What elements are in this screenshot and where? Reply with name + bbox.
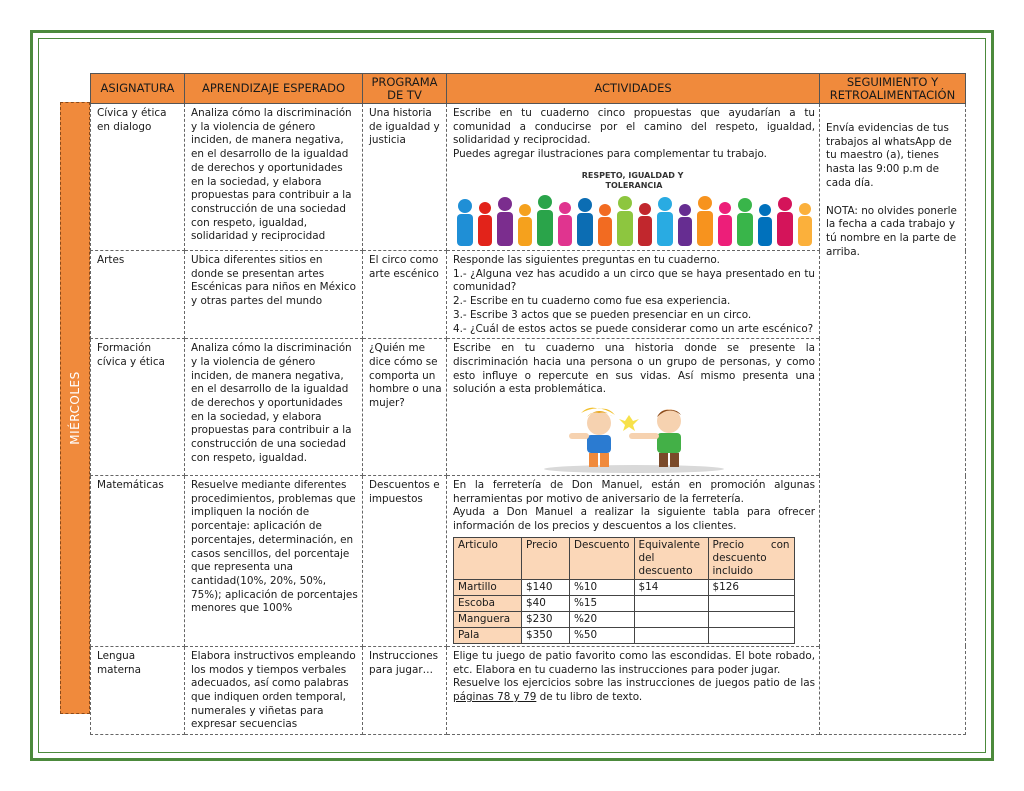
activity-text: de tu libro de texto.: [536, 690, 643, 703]
activity-line: [453, 677, 815, 704]
people-silhouettes: [457, 195, 812, 246]
price-table-header: [454, 537, 795, 579]
price-cell: Escoba: [454, 595, 522, 611]
child-right: [629, 409, 681, 467]
activity-line: Puedes agregar ilustraciones para complementar tu trabajo.: [453, 148, 767, 161]
cell-programa: Instrucciones para jugar…: [363, 646, 447, 734]
price-col-precio: Precio: [522, 537, 570, 579]
cell-programa: El circo como arte escénico: [363, 251, 447, 339]
image-caption-line-1: RESPETO, IGUALDAD Y: [581, 170, 684, 180]
cell-aprendizaje: Resuelve mediante diferentes procedimientos, problemas que impliquen la noción de porcentaje: aplicación de porcentajes, determinación, en casos sencillos, del porcentaje que representa una cantidad(10%, 20%, 50%, 75%); aplicación de porcentajes menores que 100%: [185, 476, 363, 647]
cell-programa: Descuentos e impuestos: [363, 476, 447, 647]
cell-aprendizaje: Analiza cómo la discriminación y la violencia de género inciden, de manera negativa, en el desarrollo de la igualdad de derechos y oportunidades en la sociedad, y elabora propuestas para contribuir a la construcción de una sociedad con respeto, igualdad.: [185, 339, 363, 476]
price-cell: Pala: [454, 627, 522, 643]
table-row: [91, 104, 966, 251]
activity-text: Resuelve los ejercicios sobre las instrucciones de juegos patio de las: [453, 677, 815, 690]
price-cell: %20: [570, 611, 635, 627]
price-cell: %50: [570, 627, 635, 643]
header-row: [91, 74, 966, 104]
cell-aprendizaje: Ubica diferentes sitios en donde se presentan artes Escénicas para niños en México y otras partes del mundo: [185, 251, 363, 339]
seguimiento-text: Envía evidencias de tus trabajos al whatsApp de tu maestro (a), tienes hasta las 9:00 p.m de cada día.: [826, 122, 952, 189]
price-cell: $40: [522, 595, 570, 611]
cell-asignatura: Artes: [91, 251, 185, 339]
price-cell: $230: [522, 611, 570, 627]
day-label-band: [60, 102, 90, 714]
activity-line: En la ferretería de Don Manuel, están en promoción algunas herramientas por motivo de aniversario de la ferretería.: [453, 479, 815, 505]
header-programa: PROGRAMA DE TV: [363, 74, 447, 104]
price-cell: [634, 611, 708, 627]
cell-programa: Una historia de igualdad y justicia: [363, 104, 447, 251]
nota-text: NOTA: no olvides ponerle la fecha a cada trabajo y tú nombre en la parte de arriba.: [826, 204, 957, 258]
textbook-pages-link[interactable]: páginas 78 y 79: [453, 690, 537, 703]
cell-asignatura: Matemáticas: [91, 476, 185, 647]
price-cell: $126: [708, 579, 794, 595]
day-label: MIÉRCOLES: [68, 371, 82, 445]
price-cell: Manguera: [454, 611, 522, 627]
price-col-descuento: Descuento: [570, 537, 635, 579]
price-row: [454, 579, 795, 595]
header-actividades: ACTIVIDADES: [447, 74, 820, 104]
activity-line: 2.- Escribe en tu cuaderno como fue esa experiencia.: [453, 295, 731, 308]
activity-line: 4.- ¿Cuál de estos actos se puede considerar como un arte escénico?: [453, 322, 814, 335]
children-illustration: [529, 403, 739, 473]
cell-actividades: [447, 339, 820, 476]
activity-line: Elige tu juego de patio favorito como las escondidas. El bote robado, etc. Elabora en tu cuaderno las instrucciones para poder jugar.: [453, 649, 815, 676]
price-row: [454, 627, 795, 643]
activity-line: 3.- Escribe 3 actos que se pueden presenciar en un circo.: [453, 308, 752, 321]
price-cell: [708, 611, 794, 627]
price-col-precio-final: Precio con descuento incluido: [708, 537, 794, 579]
svg-text:RESPETO, IGUALDAD Y: [582, 171, 687, 190]
activity-line: Responde las siguientes preguntas en tu cuaderno.: [453, 254, 720, 266]
price-col-equivalente: Equivalente del descuento: [634, 537, 708, 579]
cell-aprendizaje: Elabora instructivos empleando los modos y tiempos verbales adecuados, así como palabras que indiquen orden temporal, numerales y viñetas para expresar secuencias: [185, 646, 363, 734]
price-row: [454, 595, 795, 611]
price-cell: $140: [522, 579, 570, 595]
price-cell: %15: [570, 595, 635, 611]
price-cell: Martillo: [454, 579, 522, 595]
people-illustration: [453, 168, 815, 248]
cell-actividades: [447, 646, 820, 734]
price-cell: [708, 595, 794, 611]
activity-line: Escribe en tu cuaderno cinco propuestas que ayudarían a tu comunidad a conducirse por el camino del respeto, igualdad, solidaridad y reciprocidad.: [453, 107, 815, 147]
price-cell: $350: [522, 627, 570, 643]
price-table: [453, 537, 795, 644]
header-asignatura: ASIGNATURA: [91, 74, 185, 104]
cell-actividades: [447, 251, 820, 339]
activity-line: Ayuda a Don Manuel a realizar la siguiente tabla para ofrecer información de los precios y descuentos a los clientes.: [453, 506, 815, 533]
cell-asignatura: Lengua materna: [91, 646, 185, 734]
cell-asignatura: Formación cívica y ética: [91, 339, 185, 476]
price-cell: [634, 627, 708, 643]
cell-actividades: [447, 476, 820, 647]
cell-aprendizaje: Analiza cómo la discriminación y la violencia de género inciden, de manera negativa, en el desarrollo de la igualdad de derechos y oportunidades en la sociedad, y elabora propuestas para contribuir a la construcción de una sociedad con respeto, igualdad, solidaridad y reciprocidad: [185, 104, 363, 251]
price-col-articulo: Articulo: [454, 537, 522, 579]
cell-seguimiento: [820, 104, 966, 735]
schedule-table: [90, 73, 966, 735]
cell-asignatura: Cívica y ética en dialogo: [91, 104, 185, 251]
price-cell: [634, 595, 708, 611]
header-aprendizaje: APRENDIZAJE ESPERADO: [185, 74, 363, 104]
price-row: [454, 611, 795, 627]
price-cell: %10: [570, 579, 635, 595]
child-left: [569, 408, 615, 467]
cell-actividades: [447, 104, 820, 251]
image-caption-line-2: TOLERANCIA: [605, 180, 663, 190]
activity-line: 1.- ¿Alguna vez has acudido a un circo que se haya presentado en tu comunidad?: [453, 267, 815, 294]
header-seguimiento: SEGUIMIENTO Y RETROALIMENTACIÓN: [820, 74, 966, 104]
cell-programa: ¿Quién me dice cómo se comporta un hombre o una mujer?: [363, 339, 447, 476]
price-cell: [708, 627, 794, 643]
price-cell: $14: [634, 579, 708, 595]
activity-line: Escribe en tu cuaderno una historia donde se presente la discriminación hacia una persona o un grupo de personas, y como esto influye o repercute en sus vidas. Así mismo presenta una solución a esta problemática.: [453, 342, 815, 396]
